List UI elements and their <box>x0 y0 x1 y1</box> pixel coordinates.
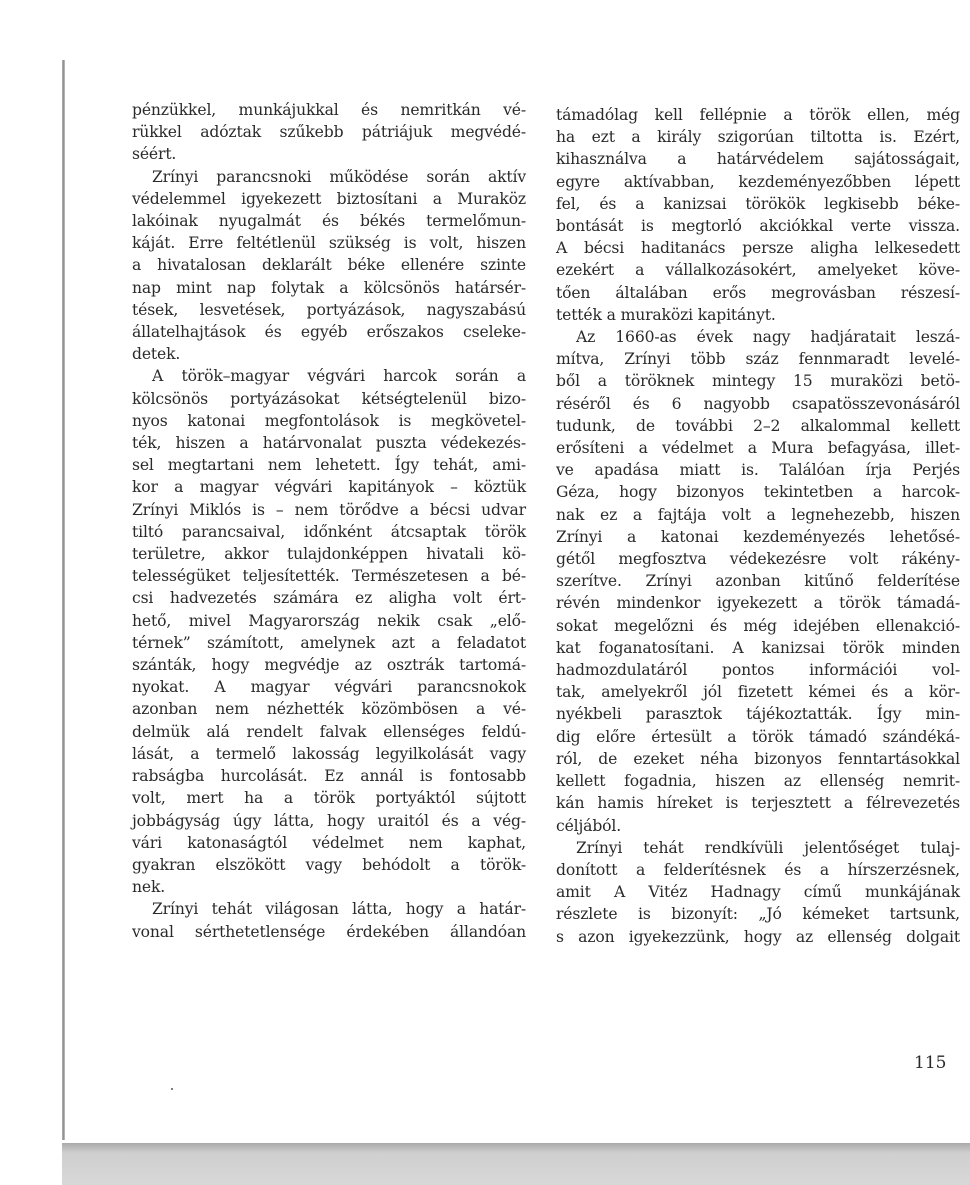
text-line: tak, amelyekről jól fizetett kémei és a kör- <box>556 683 960 702</box>
text-line: bontását is megtorló akciókkal verte vissza. <box>556 217 960 236</box>
text-line: részlete is bizonyít: „Jó kémeket tartsunk, <box>556 905 960 924</box>
text-line: céljából. <box>556 816 622 835</box>
text-line: gyakran elszökött vagy behódolt a török- <box>132 855 526 874</box>
text-line: Zrínyi tehát világosan látta, hogy a határ- <box>152 900 526 919</box>
text-line: egyre aktívabban, kezdeményezőbben lépett <box>556 172 960 191</box>
text-line: szerítve. Zrínyi azonban kitűnő felderítése <box>556 572 960 591</box>
text-line: révén mindenkor igyekezett a török támadá- <box>556 594 960 613</box>
text-line: tiltó parancsaival, időnként átcsaptak török <box>132 522 526 541</box>
text-line: ből a töröknek mintegy 15 muraközi betö- <box>556 372 960 391</box>
text-line: volt, mert ha a török portyáktól sújtott <box>132 789 526 808</box>
text-line: A török–magyar végvári harcok során a <box>152 367 526 386</box>
text-line: pénzükkel, munkájukkal és nemritkán vé- <box>132 101 526 119</box>
text-line: kán hamis híreket is terjesztett a félrevezetés <box>556 794 960 813</box>
text-line: nyékbeli parasztok tájékoztatták. Így min- <box>556 705 960 724</box>
text-line: nek. <box>132 878 166 897</box>
text-line: káját. Erre feltétlenül szükség is volt, hiszen <box>132 234 526 253</box>
text-line: szánták, hogy megvédje az osztrák tartomá- <box>132 656 526 675</box>
text-line: nap mint nap folytak a kölcsönös határsér- <box>132 278 526 297</box>
scan-speck <box>171 1088 173 1090</box>
text-line: Zrínyi parancsnoki működése során aktív <box>152 167 526 186</box>
text-line: Géza, hogy bizonyos tekintetben a harcok- <box>556 483 960 502</box>
text-line: amit A Vitéz Hadnagy című munkájának <box>556 883 960 902</box>
text-line: térnek” számított, amelynek azt a feladatot <box>132 633 526 652</box>
text-line: telességüket teljesítették. Természetesen a bé- <box>132 567 526 586</box>
text-line: kihasználva a határvédelem sajátosságait, <box>556 150 960 169</box>
text-line: donított a felderítésnek és a hírszerzésnek, <box>556 860 960 879</box>
text-line: rabságba hurcolását. Ez annál is fontosabb <box>132 767 526 786</box>
text-line: vonal sérthetetlensége érdekében állandóan <box>132 922 526 941</box>
text-line: tudunk, de további 2–2 alkalommal kellett <box>556 416 960 435</box>
text-line: Zrínyi a katonai kezdeményezés lehetősé- <box>556 527 960 546</box>
text-line: rükkel adóztak szűkebb pátriájuk megvédé- <box>132 123 526 142</box>
text-line: mítva, Zrínyi több száz fennmaradt levelé- <box>556 350 960 369</box>
text-line: azonban nem nézhették közömbösen a vé- <box>132 700 526 719</box>
text-line: A bécsi haditanács persze aligha lelkesedett <box>556 239 960 258</box>
left-column <box>132 99 526 943</box>
text-line: gétől megfosztva védekezésre volt rákény- <box>556 550 960 569</box>
text-line: nak ez a fajtája volt a legnehezebb, hiszen <box>556 505 960 524</box>
page-number: 115 <box>914 1053 947 1073</box>
text-line: tések, lesvetések, portyázások, nagyszabású <box>132 300 526 319</box>
text-line: fel, és a kanizsai törökök legkisebb béke- <box>556 194 960 213</box>
text-line: Zrínyi tehát rendkívüli jelentőséget tulaj- <box>576 838 960 857</box>
text-line: Az 1660-as évek nagy hadjáratait leszá- <box>576 328 960 347</box>
text-line: s azon igyekezzünk, hogy az ellenség dolgait <box>556 927 960 946</box>
text-line: védelemmel igyekezett biztosítani a Muraköz <box>132 189 526 208</box>
text-line: kölcsönös portyázásokat kétségtelenül bizo- <box>132 389 526 408</box>
text-line: vári katonaságtól védelmet nem kaphat, <box>132 833 526 852</box>
text-line: réséről és 6 nagyobb csapatösszevonásáról <box>556 394 960 413</box>
text-line: dig előre értesült a török támadó szándéká- <box>556 727 960 746</box>
right-column <box>556 104 960 948</box>
text-line: delmük alá rendelt falvak ellenséges feldú- <box>132 722 526 741</box>
text-line: lását, a termelő lakosság legyilkolását vagy <box>132 744 526 763</box>
scan-bottom-shadow <box>62 1143 970 1185</box>
text-line: a hivatalosan deklarált béke ellenére szinte <box>132 256 526 275</box>
text-line: nyokat. A magyar végvári parancsnokok <box>132 678 526 697</box>
text-line: jobbágyság úgy látta, hogy uraitól és a vég- <box>132 811 526 830</box>
text-line: tően általában erős megrovásban részesí- <box>556 283 960 302</box>
text-line: sel megtartani nem lehetett. Így tehát, ami- <box>132 456 526 475</box>
text-line: csi hadvezetés számára ez aligha volt ért- <box>132 589 526 608</box>
text-line: ról, de ezeket néha bizonyos fenntartásokkal <box>556 749 960 768</box>
text-line: tették a muraközi kapitányt. <box>556 305 776 324</box>
text-line: hető, mivel Magyarország nekik csak „elő- <box>132 611 526 630</box>
page-binding-edge <box>62 60 65 1140</box>
text-line: erősíteni a védelmet a Mura befagyása, illet- <box>556 439 960 458</box>
text-line: kat foganatosítani. A kanizsai török minden <box>556 638 960 657</box>
text-line: Zrínyi Miklós is – nem törődve a bécsi udvar <box>132 500 526 519</box>
text-line: lakóinak nyugalmát és békés termelőmun- <box>132 212 526 231</box>
text-line: ezekért a vállalkozásokért, amelyeket köve- <box>556 261 960 280</box>
text-line: detek. <box>132 345 181 364</box>
text-line: kor a magyar végvári kapitányok – köztük <box>132 478 526 497</box>
text-line: sokat megelőzni és még idejében ellenakció- <box>556 616 960 635</box>
text-line: ték, hiszen a határvonalat puszta védekezés- <box>132 434 526 453</box>
text-line: területre, akkor tulajdonképpen hivatali kö- <box>132 545 526 564</box>
text-line: kellett fogadnia, hiszen az ellenség nemrit- <box>556 772 960 791</box>
text-line: séért. <box>132 145 177 164</box>
text-line: hadmozdulatáról pontos információi vol- <box>556 661 960 680</box>
text-line: ve apadása miatt is. Találóan írja Perjés <box>556 461 960 480</box>
text-line: ha ezt a király szigorúan tiltotta is. Ezért, <box>556 128 960 147</box>
text-line: támadólag kell fellépnie a török ellen, még <box>556 106 960 124</box>
text-line: állatelhajtások és egyéb erőszakos cseleke- <box>132 323 526 342</box>
text-line: nyos katonai megfontolások is megkövetel- <box>132 411 526 430</box>
